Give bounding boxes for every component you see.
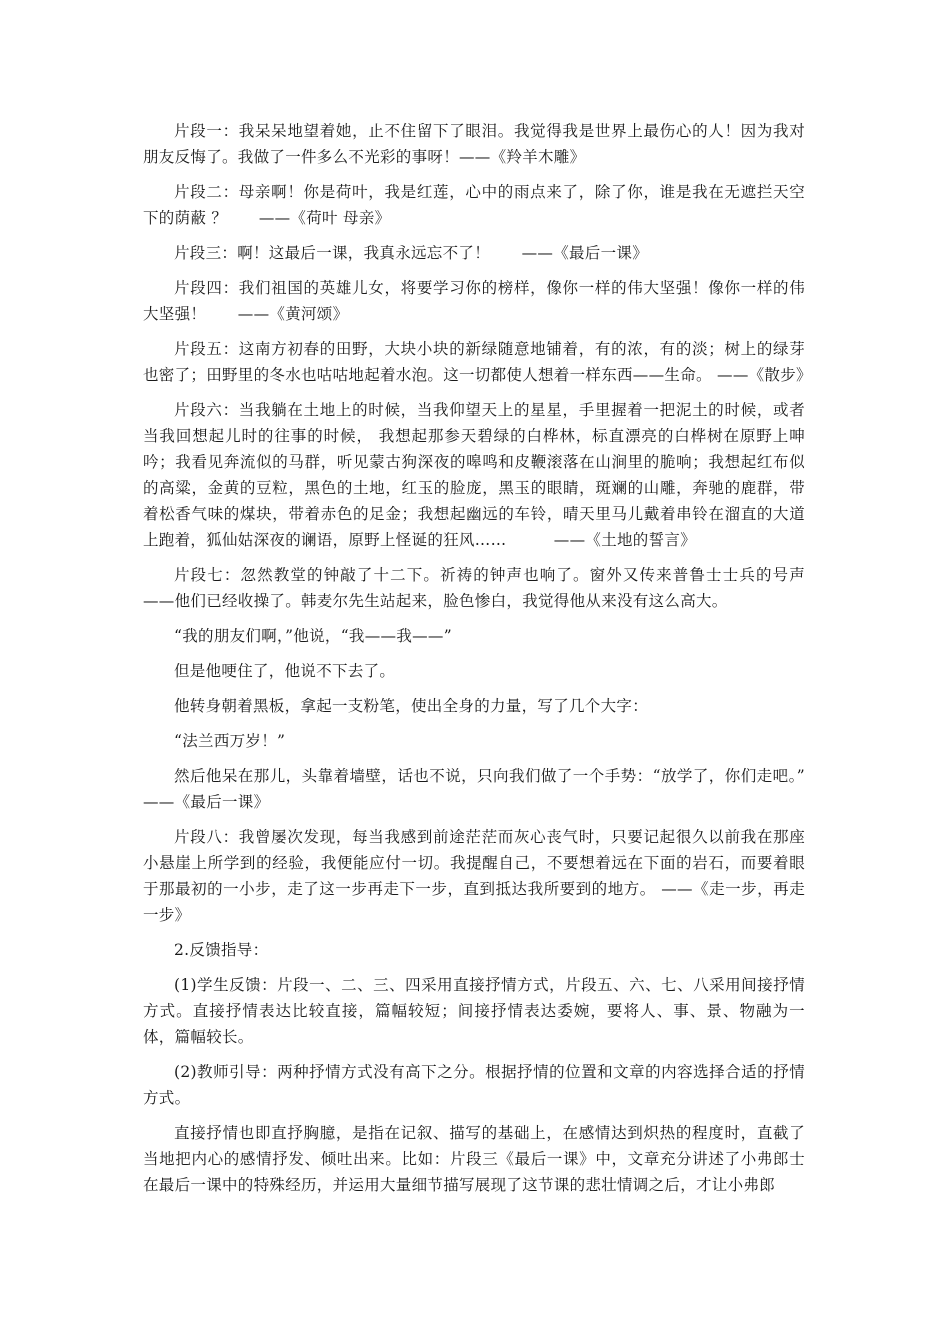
paragraph-fragment-6: 片段六：当我躺在土地上的时候，当我仰望天上的星星，手里握着一把泥土的时候，或者当我回想起儿时的往事的时候， 我想起那参天碧绿的白桦林，标直漂亮的白桦树在原野上呻吟；我看见奔流似的马群，听见蒙古狗深夜的嗥鸣和皮鞭滚落在山涧里的脆响；我想起红布似的高粱，金黄的豆粒，黑色的土地，红玉的脸庞，黑玉的眼睛，斑斓的山雕，奔驰的鹿群，带着松香气味的煤块，带着赤色的足金；我想起幽远的车铃，晴天里马儿戴着串铃在溜直的大道上跑着，狐仙姑深夜的谰语，原野上怪诞的狂风…… ——《土地的誓言》 <box>143 401 805 549</box>
paragraph-fragment-3: 片段三：啊！这最后一课，我真永远忘不了！ ——《最后一课》 <box>174 244 649 262</box>
paragraph-teacher-guidance: (2)教师引导：两种抒情方式没有高下之分。根据抒情的位置和文章的内容选择合适的抒情方式。 <box>143 1063 805 1107</box>
paragraph-fragment-5: 片段五：这南方初春的田野，大块小块的新绿随意地铺着，有的浓，有的淡；树上的绿芽也密了；田野里的冬水也咕咕地起着水泡。这一切都使人想着一样东西——生命。 ——《散步》 <box>143 340 812 384</box>
paragraph-quote-friends: “我的朋友们啊，”他说，“我——我——” <box>174 627 452 645</box>
paragraph-student-feedback: (1)学生反馈：片段一、二、三、四采用直接抒情方式，片段五、六、七、八采用间接抒情方式。直接抒情表达比较直接，篇幅较短；间接抒情表达委婉，要将人、事、景、物融为一体，篇幅较长。 <box>143 976 805 1046</box>
paragraph-fragment-8: 片段八：我曾屡次发现，每当我感到前途茫茫而灰心丧气时，只要记起很久以前我在那座小悬崖上所学到的经验，我便能应付一切。我提醒自己，不要想着远在下面的岩石，而要着眼于那最初的一小步，走了这一步再走下一步，直到抵达我所要到的地方。 ——《走一步，再走一步》 <box>143 828 805 924</box>
section-heading-feedback: 2.反馈指导： <box>174 941 269 959</box>
paragraph-dismissal: 然后他呆在那儿，头靠着墙壁，话也不说，只向我们做了一个手势：“放学了，你们走吧。” ——《最后一课》 <box>143 767 837 811</box>
paragraph-direct-lyricism: 直接抒情也即直抒胸臆，是指在记叙、描写的基础上，在感情达到炽热的程度时，直截了当地把内心的感情抒发、倾吐出来。比如：片段三《最后一课》中，文章充分讲述了小弗郎士在最后一课中的特殊经历，并运用大量细节描写展现了这节课的悲壮情调之后，才让小弗郎 <box>143 1124 805 1194</box>
paragraph-choked: 但是他哽住了，他说不下去了。 <box>174 662 396 680</box>
paragraph-fragment-2: 片段二：母亲啊！你是荷叶，我是红莲，心中的雨点来了，除了你，谁是我在无遮拦天空下的荫蔽 ？ ——《荷叶 母亲》 <box>143 183 805 227</box>
paragraph-vive-la-france: “法兰西万岁！” <box>174 732 286 750</box>
paragraph-blackboard: 他转身朝着黑板，拿起一支粉笔，使出全身的力量，写了几个大字： <box>174 697 649 715</box>
paragraph-fragment-1: 片段一：我呆呆地望着她，止不住留下了眼泪。我觉得我是世界上最伤心的人！因为我对朋友反悔了。我做了一件多么不光彩的事呀！——《羚羊木雕》 <box>143 122 805 166</box>
paragraph-fragment-7: 片段七：忽然教堂的钟敲了十二下。祈祷的钟声也响了。窗外又传来普鲁士士兵的号声——他们已经收操了。韩麦尔先生站起来，脸色惨白，我觉得他从来没有这么高大。 <box>143 566 805 610</box>
document-body <box>143 118 837 1207</box>
paragraph-fragment-4: 片段四：我们祖国的英雄儿女，将要学习你的榜样，像你一样的伟大坚强！像你一样的伟大坚强！ ——《黄河颂》 <box>143 279 805 323</box>
